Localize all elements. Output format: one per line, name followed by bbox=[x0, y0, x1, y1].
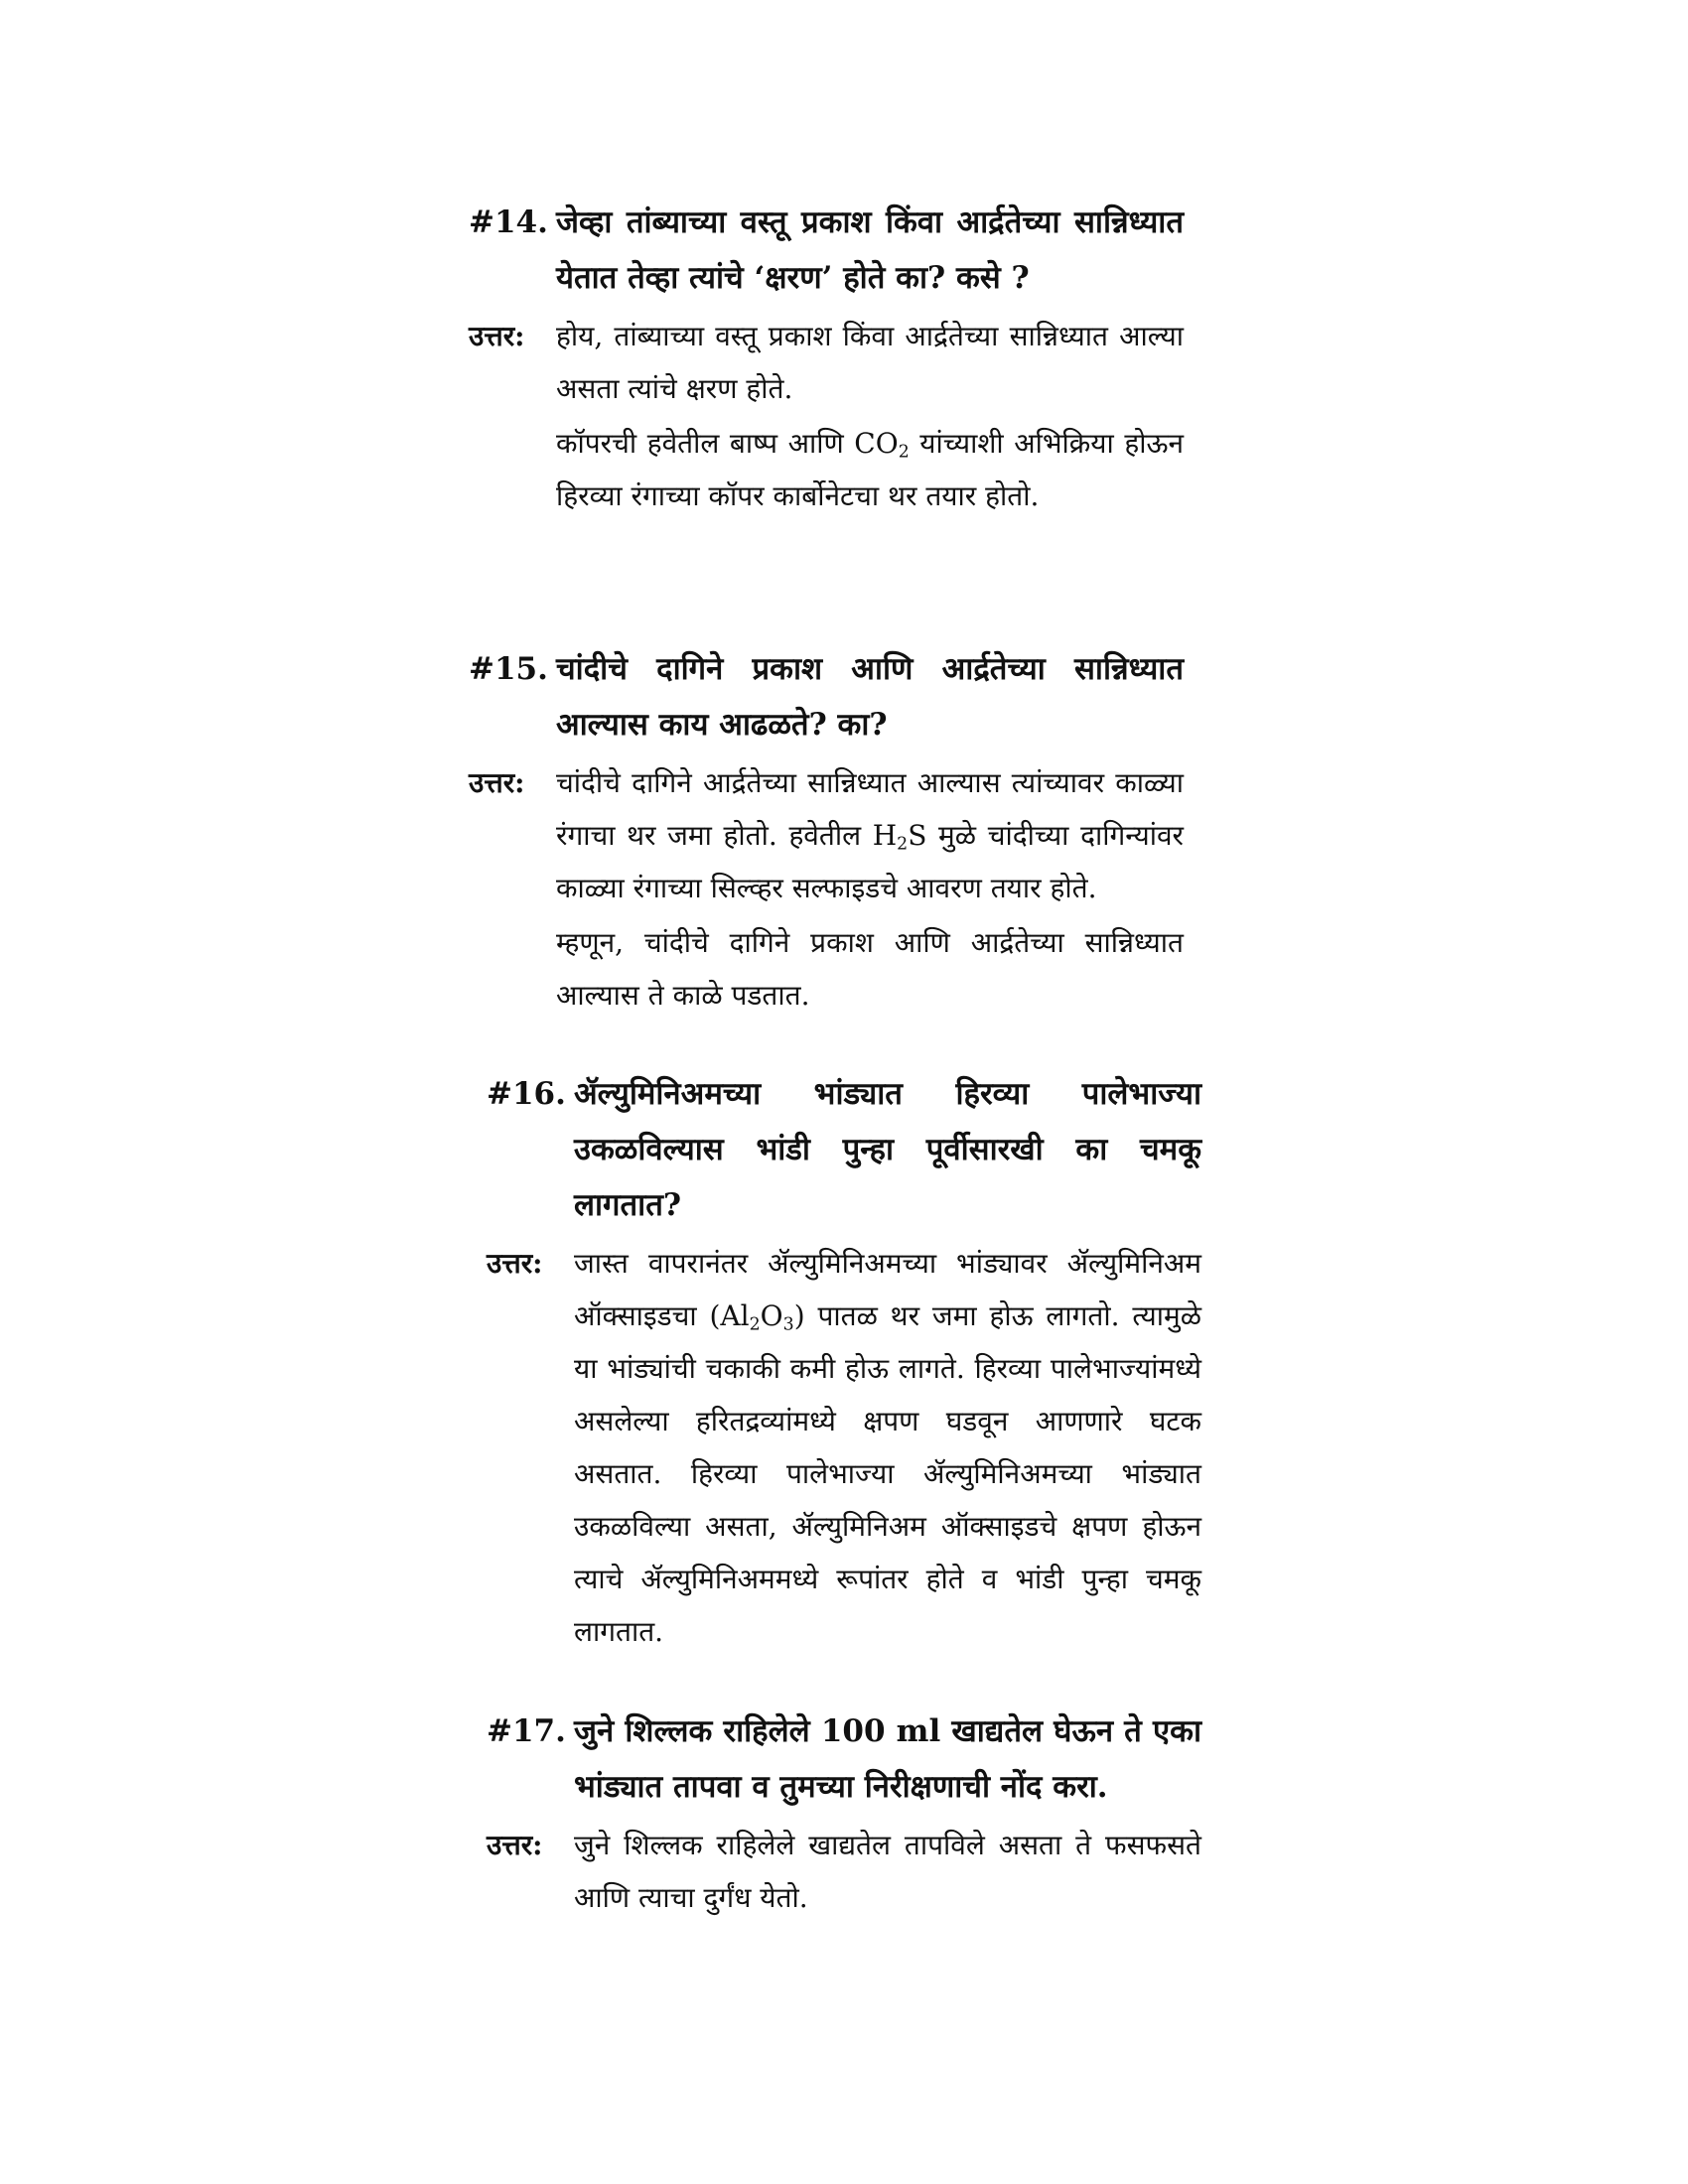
answer-paragraph: म्हणून, चांदीचे दागिने प्रकाश आणि आर्द्रतेच्या सान्निध्यात आल्यास ते काळे पडतात. bbox=[556, 926, 1184, 1012]
answer-fragment: कॉपरची हवेतील बाष्प आणि CO bbox=[556, 427, 899, 460]
answer-15 bbox=[469, 756, 1184, 1022]
subscript: 2 bbox=[749, 1314, 761, 1335]
question-text: ॲल्युमिनिअमच्या भांड्यात हिरव्या पालेभाज्या उकळविल्यास भांडी पुन्हा पूर्वीसारखी का चमकू लागतात? bbox=[574, 1076, 1201, 1223]
answer-paragraph bbox=[556, 417, 1184, 522]
question-text: जुने शिल्लक राहिलेले 100 ml खाद्यतेल घेऊन ते एका भांड्यात तापवा व तुमच्या निरीक्षणाची नोंद करा. bbox=[574, 1713, 1201, 1805]
question-16 bbox=[487, 1066, 1201, 1233]
answer-label: उत्तर: bbox=[487, 1247, 543, 1280]
answer-16 bbox=[487, 1237, 1201, 1658]
question-number: #17. bbox=[487, 1713, 566, 1749]
qa-block-15 bbox=[469, 641, 1184, 1022]
qa-block-16 bbox=[487, 1066, 1201, 1658]
answer-fragment: जास्त वापरानंतर ॲल्युमिनिअमच्या भांड्यावर ॲल्युमिनिअम ऑक्साइडचा (Al bbox=[574, 1247, 1201, 1332]
qa-block-17 bbox=[487, 1704, 1201, 1924]
subscript: 2 bbox=[898, 442, 910, 463]
answer-fragment: यांच्याशी अभिक्रिया होऊन हिरव्या रंगाच्या कॉपर कार्बोनेटचा थर तयार होतो. bbox=[556, 427, 1184, 512]
answer-text bbox=[574, 1819, 1201, 1924]
answer-fragment: O bbox=[760, 1299, 783, 1332]
answer-label: उत्तर: bbox=[469, 320, 525, 352]
answer-fragment: S मुळे चांदीच्या दागिन्यांवर काळ्या रंगाच्या सिल्व्हर सल्फाइडचे आवरण तयार होते. bbox=[556, 819, 1184, 904]
question-17 bbox=[487, 1704, 1201, 1815]
answer-text bbox=[556, 310, 1184, 522]
subscript: 2 bbox=[897, 834, 909, 855]
answer-fragment: ) पातळ थर जमा होऊ लागतो. त्यामुळे या भांड्यांची चकाकी कमी होऊ लागते. हिरव्या पालेभाज्यांमध्ये असलेल्या हरितद्रव्यांमध्ये क्षपण घडवून आणणारे घटक असतात. हिरव्या पालेभाज्या ॲल्युमिनिअमच्या भांड्यात उकळविल्या असता, ॲल्युमिनिअम ऑक्साइडचे क्षपण होऊन त्याचे ॲल्युमिनिअममध्ये रूपांतर होते व भांडी पुन्हा चमकू लागतात. bbox=[574, 1299, 1201, 1648]
question-number: #14. bbox=[469, 205, 548, 240]
answer-text bbox=[574, 1237, 1201, 1658]
answer-17 bbox=[487, 1819, 1201, 1924]
question-number: #15. bbox=[469, 651, 548, 687]
answer-paragraph: होय, तांब्याच्या वस्तू प्रकाश किंवा आर्द्रतेच्या सान्निध्यात आल्या असता त्यांचे क्षरण होते. bbox=[556, 320, 1184, 405]
question-text: चांदीचे दागिने प्रकाश आणि आर्द्रतेच्या सान्निध्यात आल्यास काय आढळते? का? bbox=[556, 651, 1184, 743]
answer-14 bbox=[469, 310, 1184, 522]
subscript: 3 bbox=[782, 1314, 794, 1335]
question-15 bbox=[469, 641, 1184, 752]
question-number: #16. bbox=[487, 1076, 566, 1112]
answer-paragraph bbox=[574, 1237, 1201, 1658]
answer-paragraph: जुने शिल्लक राहिलेले खाद्यतेल तापविले असता ते फसफसते आणि त्याचा दुर्गंध येतो. bbox=[574, 1829, 1201, 1914]
answer-text bbox=[556, 756, 1184, 1022]
answer-fragment: चांदीचे दागिने आर्द्रतेच्या सान्निध्यात आल्यास त्यांच्यावर काळ्या रंगाचा थर जमा होतो. हवेतील H bbox=[556, 766, 1184, 852]
answer-label: उत्तर: bbox=[469, 766, 525, 799]
question-text: जेव्हा तांब्याच्या वस्तू प्रकाश किंवा आर्द्रतेच्या सान्निध्यात येतात तेव्हा त्यांचे ‘क्षरण’ होते का? कसे ? bbox=[556, 205, 1184, 296]
answer-label: उत्तर: bbox=[487, 1829, 543, 1861]
qa-block-14 bbox=[469, 195, 1184, 522]
answer-paragraph bbox=[556, 756, 1184, 914]
question-14 bbox=[469, 195, 1184, 306]
